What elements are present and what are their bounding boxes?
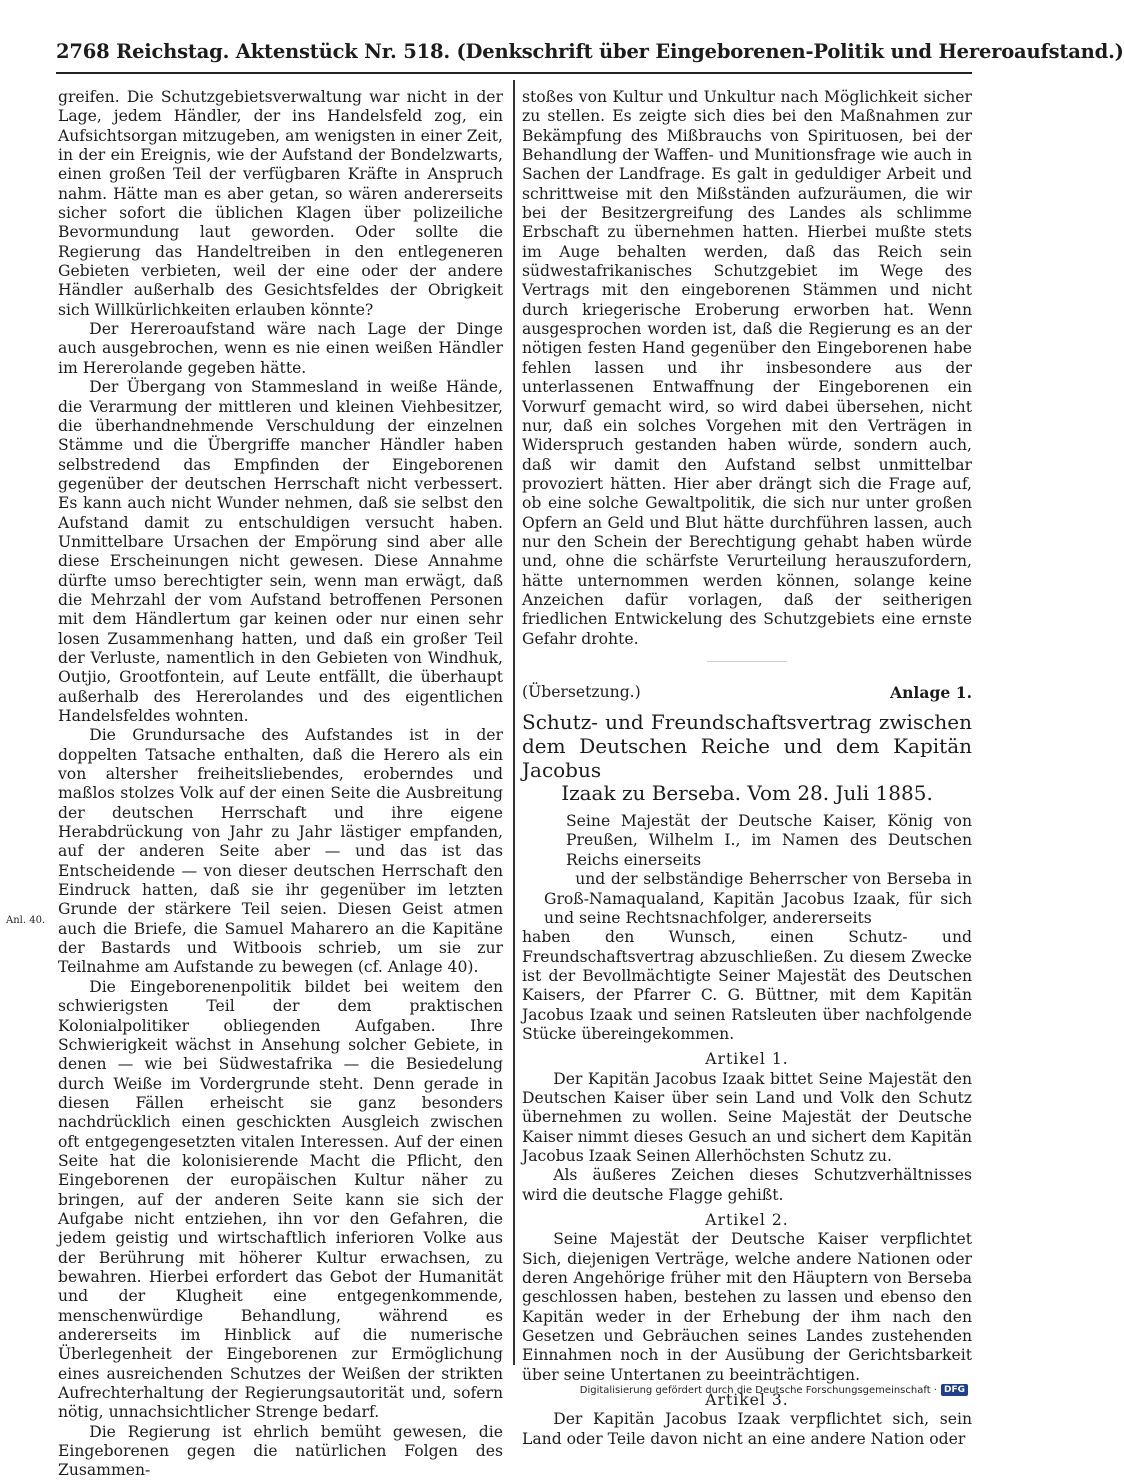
article-1-text: Der Kapitän Jacobus Izaak bittet Seine Majestät den Deutschen Kaiser über sein Land und Volk den Schutz übernehmen zu wollen. Seine Majestät der Deutsche Kaiser nimmt dieses Gesuch an und sichert dem Kapitän Jacobus Izaak Seinen Allerhöchsten Schutz zu. (522, 1069, 972, 1165)
preamble-agreement: haben den Wunsch, einen Schutz- und Freundschaftsvertrag abzuschließen. Zu diesem Zwecke ist der Bevollmächtigte Seiner Majestät des Deutschen Kaisers, der Pfarrer C. G. Büttner, mit dem Kapitän Jacobus Izaak und seinen Ratsleuten über nachfolgende Stücke übereingekommen. (522, 928, 972, 1043)
article-3-text: Der Kapitän Jacobus Izaak verpflichtet sich, sein Land oder Teile davon nicht an eine andere Nation oder (522, 1410, 972, 1448)
treaty-title-main: Schutz- und Freundschaftsvertrag zwischen dem Deutschen Reiche und dem Kapitän Jacobus (522, 710, 972, 782)
left-column (58, 88, 503, 1481)
preamble-party-1: Seine Majestät der Deutsche Kaiser, König von Preußen, Wilhelm I., im Namen des Deutschen Reichs einerseits (566, 812, 972, 869)
margin-note: Anl. 40. (6, 915, 46, 926)
annex-header (522, 683, 972, 702)
treaty-title (522, 711, 972, 806)
paragraph: Der Hereroaufstand wäre nach Lage der Dinge auch ausgebrochen, wenn es nie einen weißen Händler im Hererolande gegeben hätte. (58, 320, 503, 377)
section-separator (707, 661, 787, 662)
paragraph: Die Eingeborenenpolitik bildet bei weitem den schwierigsten Teil der dem praktischen Kolonialpolitiker obliegenden Aufgaben. Ihre Schwierigkeit wächst in Ansehung solcher Gebiete, in denen — wie bei Südwestafrika — die Besiedelung durch Weiße im Vordergrunde steht. Denn gerade in diesen Fällen erheischt sie ganz besonders nachdrücklich einen geschickten Ausgleich zwischen oft entgegengesetzten vitalen Interessen. Auf der einen Seite hat die kolonisierende Macht die Pflicht, den Eingeborenen der europäischen Kultur näher zu bringen, auf der anderen Seite kann sie sich der Aufgabe nicht entziehen, ihn vor den Gefahren, die jedem geistig und wirtschaftlich inferioren Volke aus der Berührung mit höherer Kultur erwachsen, zu bewahren. Hierbei erfordert das Gebot der Humanität und der Klugheit eine entgegenkommende, menschenwürdige Behandlung, während es andererseits im Hinblick auf die numerische Überlegenheit der Eingeborenen zur Ermöglichung eines ausreichenden Schutzes der Weißen der strikten Aufrechterhaltung der Regierungsautorität und, sofern nötig, unnachsichtlicher Strenge bedarf. (58, 977, 503, 1422)
paragraph: Die Regierung ist ehrlich bemüht gewesen, die Eingeborenen gegen die natürlichen Folgen des Zusammen- (58, 1422, 503, 1480)
annex-label: Anlage 1. (890, 682, 972, 702)
treaty-title-last: Izaak zu Berseba. Vom 28. Juli 1885. (561, 781, 933, 806)
paragraph: Die Grundursache des Aufstandes ist in der doppelten Tatsache enthalten, daß die Herero als ein von altersher freiheitsliebendes, eroberndes und maßlos stolzes Volk auf der einen Seite die Ausbreitung der deutschen Herrschaft und ihre eigene Herabdrückung von Jahr zu Jahr lästiger empfanden, auf der anderen Seite aber — und das ist das Entscheidende — von dieser deutschen Herrschaft den Eindruck hatten, daß sie ihr gegenüber im letzten Grunde der stärkere Teil seien. Diesen Geist atmen auch die Briefe, die Samuel Maharero an die Kapitäne der Bastards und Witboois schrieb, um sie zur Teilnahme am Aufstande zu bewegen (cf. Anlage 40). (58, 726, 503, 977)
translation-note: (Übersetzung.) (522, 682, 641, 701)
column-divider (513, 80, 515, 1365)
paragraph: greifen. Die Schutzgebietsverwaltung war nicht in der Lage, jedem Händler, der ins Handelsfeld zog, ein Aufsichtsorgan mitzugeben, am wenigsten in einer Zeit, in der ein Ereignis, wie der Aufstand der Bondelzwarts, einen großen Teil der verfügbaren Kräfte in Anspruch nahm. Hätte man es aber getan, so wären andererseits sicher sofort die üblichen Klagen über polizeiliche Bevormundung laut geworden. Oder sollte die Regierung das Handeltreiben in den entlegeneren Gebieten verbieten, weil der eine oder der andere Händler außerhalb des Gesichtsfeldes der Obrigkeit sich Willkürlichkeiten erlauben könnte? (58, 88, 503, 319)
dfg-logo: DFG (941, 1384, 968, 1396)
article-1-text-b: Als äußeres Zeichen dieses Schutzverhältnisses wird die deutsche Flagge gehißt. (522, 1166, 972, 1204)
header-title: Reichstag. Aktenstück Nr. 518. (Denkschrift über Eingeborenen-Politik und Hereroaufstand.) (116, 40, 1124, 63)
article-3-heading: Artikel 3. (705, 1391, 789, 1410)
paragraph: Der Übergang von Stammesland in weiße Hände, die Verarmung der mittleren und kleinen Viehbesitzer, die überhandnehmende Verschuldung der einzelnen Stämme und die Übergriffe mancher Händler haben selbstredend das Empfinden der Eingeborenen gegenüber der deutschen Herrschaft nicht verbessert. Es kann auch nicht Wunder nehmen, daß sie selbst den Aufstand damit zu entschuldigen versucht haben. Unmittelbare Ursachen der Empörung sind aber alle diese Erscheinungen nicht gewesen. Diese Annahme dürfte umso berechtigter sein, wenn man erwägt, daß die Mehrzahl der vom Aufstand betroffenen Personen mit dem Händlertum gar keinen oder nur einen sehr losen Zusammenhang hatten, und daß ein großer Teil der Verluste, namentlich in den Gebieten von Windhuk, Outjio, Grootfontein, auf Leute entfällt, die überhaupt außerhalb des Hererolandes und des eigentlichen Handelsfeldes wohnten. (58, 378, 503, 725)
footer (580, 1384, 968, 1396)
article-2-text: Seine Majestät der Deutsche Kaiser verpflichtet Sich, diejenigen Verträge, welche andere Nationen oder deren Angehörige früher mit den Häuptern von Berseba geschlossen haben, bestehen zu lassen und ebenso den Kapitän weder in der Erhebung der ihm nach den Gesetzen und Gebräuchen seines Landes zustehenden Einnahmen noch in der Ausübung der Gerichtsbarkeit über seine Untertanen zu beeinträchtigen. (522, 1230, 972, 1384)
footer-text: Digitalisierung gefördert durch die Deutsche Forschungsgemeinschaft · (579, 1384, 937, 1396)
header-rule (56, 72, 972, 74)
paragraph: stoßes von Kultur und Unkultur nach Möglichkeit sicher zu stellen. Es zeigte sich dies bei den Maßnahmen zur Bekämpfung des Mißbrauchs von Spirituosen, bei der Behandlung der Waffen- und Munitionsfrage wie auch in Sachen der Landfrage. Es galt in geduldiger Arbeit und schrittweise mit den Mißständen aufzuräumen, die wir bei der Besitzergreifung des Landes als schlimme Erbschaft zu übernehmen hatten. Hierbei mußte stets im Auge behalten werden, daß das Reich sein südwestafrikanisches Schutzgebiet im Wege des Vertrags mit den eingeborenen Stämmen und nicht durch kriegerische Eroberung erworben hat. Wenn ausgesprochen worden ist, daß die Regierung es an der nötigen festen Hand gegenüber den Eingeborenen habe fehlen lassen und ihr insbesondere aus der unterlassenen Entwaffnung der Eingeborenen ein Vorwurf gemacht wird, so wird dabei übersehen, nicht nur, daß ein solches Vorgehen mit den Verträgen in Widerspruch gestanden haben würde, sondern auch, daß wir damit den Aufstand selbst unmittelbar provoziert hätten. Hier aber drängt sich die Frage auf, ob eine solche Gewaltpolitik, die sich nur unter großen Opfern an Geld und Blut hätte durchführen lassen, auch nur den Schein der Berechtigung gehabt haben würde und, ohne die schärfste Verurteilung herauszufordern, hätte unternommen werden können, solange keine Anzeichen dafür vorlagen, daß der seitherigen friedlichen Entwickelung des Schutzgebiets eine ernste Gefahr drohte. (522, 88, 972, 648)
right-column (522, 88, 972, 1449)
article-1-heading: Artikel 1. (705, 1050, 789, 1069)
article-2-heading: Artikel 2. (705, 1211, 789, 1229)
preamble-party-2: und der selbständige Beherrscher von Berseba in Groß-Namaqualand, Kapitän Jacobus Izaak, für sich und seine Rechtsnachfolger, andererseits (544, 870, 972, 927)
page-header (56, 40, 1124, 63)
page-number: 2768 (56, 40, 110, 63)
